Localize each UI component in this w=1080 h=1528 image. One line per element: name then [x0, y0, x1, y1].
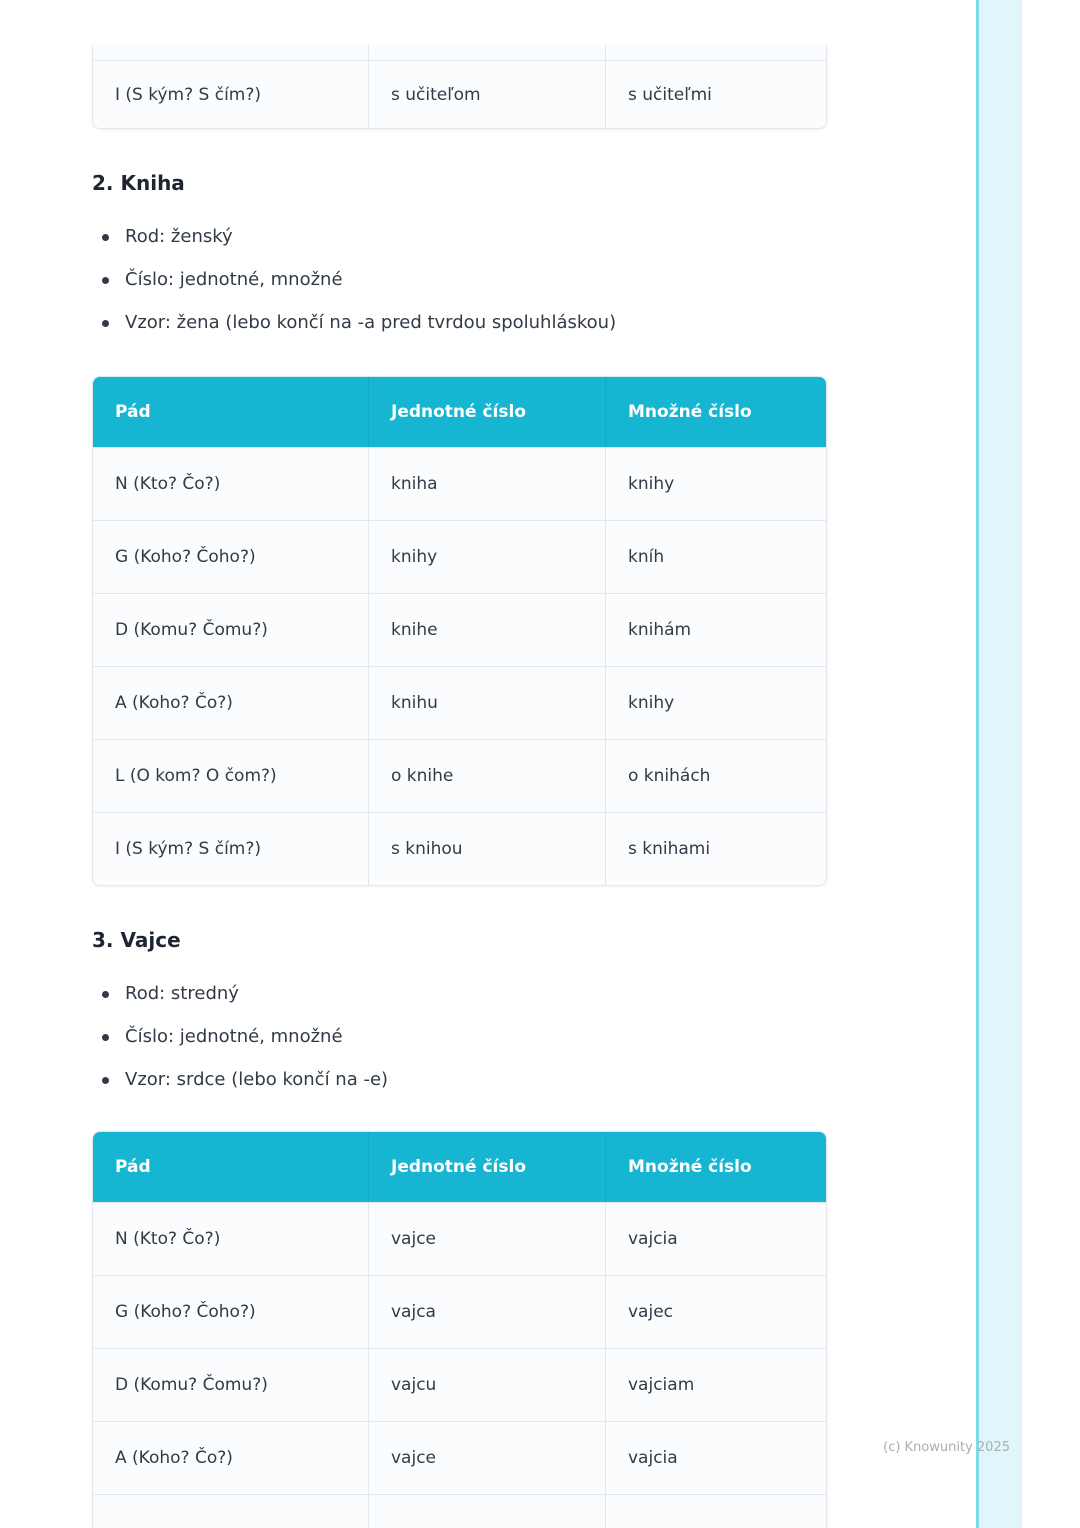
bullet-item-rod: Rod: ženský	[92, 215, 827, 258]
table-row-cutoff	[93, 1494, 826, 1528]
table-row-akuzativ	[93, 1421, 826, 1494]
bullet-item-vzor: Vzor: srdce (lebo končí na -e)	[92, 1058, 827, 1101]
case-cell: N (Kto? Čo?)	[115, 474, 221, 494]
case-cell: G (Koho? Čoho?)	[115, 547, 256, 567]
table-row	[93, 60, 826, 128]
footer-credit: (c) Knowunity 2025	[883, 1440, 1010, 1455]
plural-cell	[605, 1495, 826, 1528]
singular-cell: knihy	[368, 521, 605, 593]
case-cell: G (Koho? Čoho?)	[115, 1302, 256, 1322]
column-header-pad: Pád	[115, 402, 151, 422]
plural-cell: s knihami	[605, 813, 826, 885]
singular-cell: o knihe	[368, 740, 605, 812]
singular-cell: vajce	[368, 1422, 605, 1494]
case-cell: D (Komu? Čomu?)	[115, 1375, 268, 1395]
case-cell	[93, 1495, 368, 1528]
table-header-row	[93, 1132, 826, 1202]
singular-cell: knihu	[368, 667, 605, 739]
plural-cell: vajciam	[605, 1349, 826, 1421]
plural-cell: s učiteľmi	[605, 61, 826, 128]
table-row-akuzativ	[93, 666, 826, 739]
case-cell: A (Koho? Čo?)	[115, 693, 233, 713]
table-header-row	[93, 377, 826, 447]
bullet-item-cislo: Číslo: jednotné, množné	[92, 1015, 827, 1058]
table-row-lokal	[93, 739, 826, 812]
bullet-list-vajce	[92, 972, 827, 1101]
table-row-genitiv	[93, 1275, 826, 1348]
table-row-dativ	[93, 593, 826, 666]
bullet-item-rod: Rod: stredný	[92, 972, 827, 1015]
plural-cell: knihám	[605, 594, 826, 666]
page-content	[92, 0, 827, 1528]
table-row-nominativ	[93, 447, 826, 520]
section-heading-vajce: 3. Vajce	[92, 928, 181, 952]
plural-cell: kníh	[605, 521, 826, 593]
table-row-nominativ	[93, 1202, 826, 1275]
singular-cell: s knihou	[368, 813, 605, 885]
case-cell: N (Kto? Čo?)	[115, 1229, 221, 1249]
plural-cell: knihy	[605, 448, 826, 520]
singular-cell: kniha	[368, 448, 605, 520]
table-row-cutoff	[93, 45, 826, 60]
bullet-item-cislo: Číslo: jednotné, množné	[92, 258, 827, 301]
case-cell	[93, 45, 368, 60]
singular-cell	[368, 1495, 605, 1528]
plural-cell: vajcia	[605, 1422, 826, 1494]
singular-cell: vajce	[368, 1203, 605, 1275]
case-cell: I (S kým? S čím?)	[115, 839, 262, 859]
case-cell: D (Komu? Čomu?)	[115, 620, 268, 640]
declension-table-kniha	[92, 376, 827, 886]
column-header-singular: Jednotné číslo	[368, 1132, 605, 1202]
plural-cell: o knihách	[605, 740, 826, 812]
column-header-pad: Pád	[115, 1157, 151, 1177]
table-row-dativ	[93, 1348, 826, 1421]
singular-cell: vajcu	[368, 1349, 605, 1421]
column-header-plural: Množné číslo	[605, 1132, 826, 1202]
section-heading-kniha: 2. Kniha	[92, 171, 185, 195]
plural-cell: vajec	[605, 1276, 826, 1348]
singular-cell: knihe	[368, 594, 605, 666]
table-fragment-previous-section	[92, 45, 827, 129]
bullet-list-kniha	[92, 215, 827, 344]
table-row-genitiv	[93, 520, 826, 593]
declension-table-vajce	[92, 1131, 827, 1528]
plural-cell: vajcia	[605, 1203, 826, 1275]
case-cell: I (S kým? S čím?)	[115, 84, 262, 105]
plural-cell: knihy	[605, 667, 826, 739]
singular-cell	[368, 45, 605, 60]
table-row-instrumental	[93, 812, 826, 885]
column-header-singular: Jednotné číslo	[368, 377, 605, 447]
column-header-plural: Množné číslo	[605, 377, 826, 447]
singular-cell: s učiteľom	[368, 61, 605, 128]
case-cell: L (O kom? O čom?)	[115, 766, 277, 786]
plural-cell	[605, 45, 826, 60]
right-accent-stripe	[976, 0, 1022, 1528]
singular-cell: vajca	[368, 1276, 605, 1348]
case-cell: A (Koho? Čo?)	[115, 1448, 233, 1468]
bullet-item-vzor: Vzor: žena (lebo končí na -a pred tvrdou spoluhláskou)	[92, 301, 827, 344]
